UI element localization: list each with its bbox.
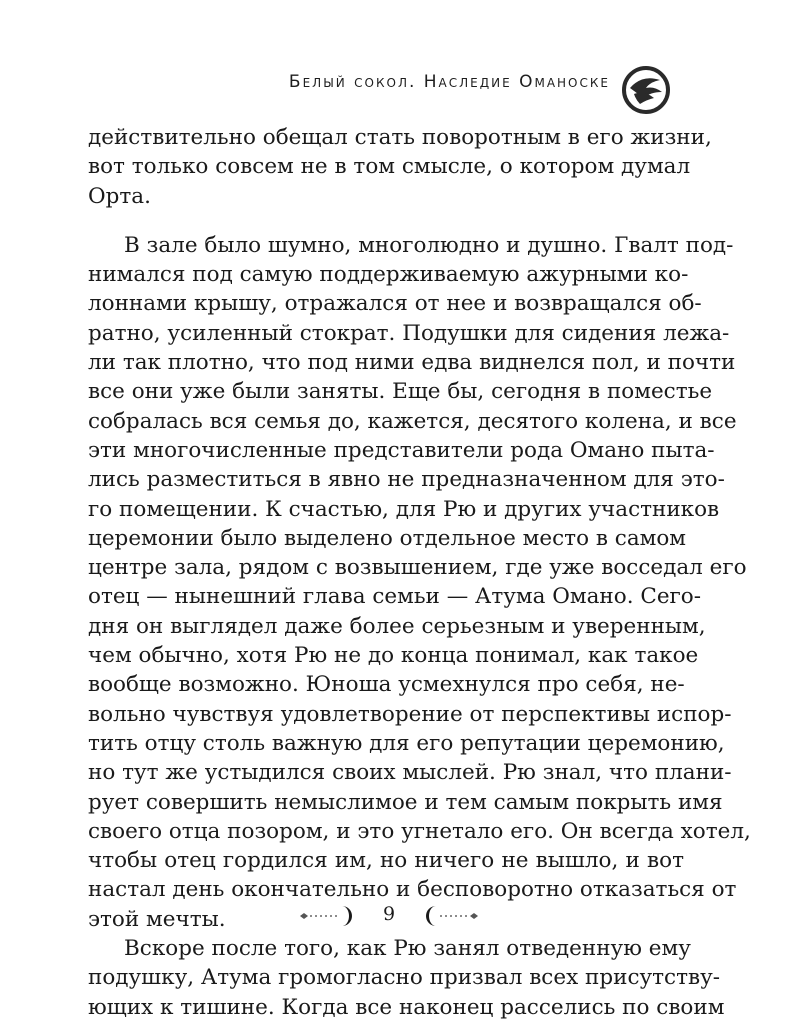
text-line: Вскоре после того, как Рю занял отведенную ему — [124, 936, 691, 962]
text-line: ратно, усиленный стократ. Подушки для сидения лежа- — [88, 320, 730, 346]
text-line: лись разместиться в явно не предназначенном для это- — [88, 467, 725, 493]
text-line: но тут же устыдился своих мыслей. Рю знал, что плани- — [88, 760, 732, 786]
text-line: своего отца позором, и это угнетало его. Он всегда хотел, — [88, 818, 751, 844]
text-line: тить отцу столь важную для его репутации церемонию, — [88, 730, 725, 756]
text-line: ли так плотно, что под ними едва виднелся пол, и почти — [88, 350, 736, 376]
text-line: собралась вся семья до, кажется, десятого колена, и все — [88, 408, 737, 434]
text-line: действительно обещал стать поворотным в его жизни, — [88, 125, 712, 150]
text-line: Орта. — [88, 183, 151, 209]
eagle-head-icon — [620, 64, 672, 116]
text-line: центре зала, рядом с возвышением, где уже восседал его — [88, 555, 747, 581]
text-line: нимался под самую поддерживаемую ажурными ко- — [88, 262, 689, 288]
text-line: все они уже были заняты. Еще бы, сегодня в поместье — [88, 379, 713, 405]
running-header — [0, 52, 800, 112]
page-body — [88, 123, 751, 1022]
crescent-ornament-icon — [412, 904, 480, 928]
text-line: го помещении. К счастью, для Рю и других участников — [88, 496, 720, 522]
text-line: рует совершить немыслимое и тем самым покрыть имя — [88, 789, 723, 815]
text-line: вот только совсем не в том смысле, о котором думал — [88, 154, 691, 180]
text-line: В зале было шумно, многолюдно и душно. Гвалт под- — [124, 232, 734, 258]
text-line: вольно чувствуя удовлетворение от перспективы испор- — [88, 701, 732, 727]
text-line: лоннами крышу, отражался от нее и возвращался об- — [88, 291, 702, 317]
crescent-ornament-icon — [298, 904, 366, 928]
text-line: дня он выглядел даже более серьезным и уверенным, — [88, 613, 706, 639]
text-line: чтобы отец гордился им, но ничего не вышло, и вот — [88, 848, 684, 874]
book-title: Белый сокол. Наследие Оманоске — [288, 72, 610, 92]
page-number: 9 — [382, 903, 396, 925]
text-line: отец — нынешний глава семьи — Атума Омано. Сего- — [88, 584, 702, 610]
text-line: настал день окончательно и бесповоротно отказаться от — [88, 877, 737, 903]
text-line: церемонии было выделено отдельное место в самом — [88, 525, 687, 551]
text-line: ющих к тишине. Когда все наконец расселись по своим — [88, 994, 725, 1020]
page-footer — [0, 900, 800, 930]
text-line: вообще возможно. Юноша усмехнулся про себя, не- — [88, 672, 685, 698]
text-line: эти многочисленные представители рода Омано пыта- — [88, 437, 715, 463]
text-line: подушку, Атума громогласно призвал всех присутству- — [88, 965, 720, 991]
text-line: этой мечты. — [88, 906, 226, 932]
text-line: чем обычно, хотя Рю не до конца понимал, как такое — [88, 643, 699, 669]
